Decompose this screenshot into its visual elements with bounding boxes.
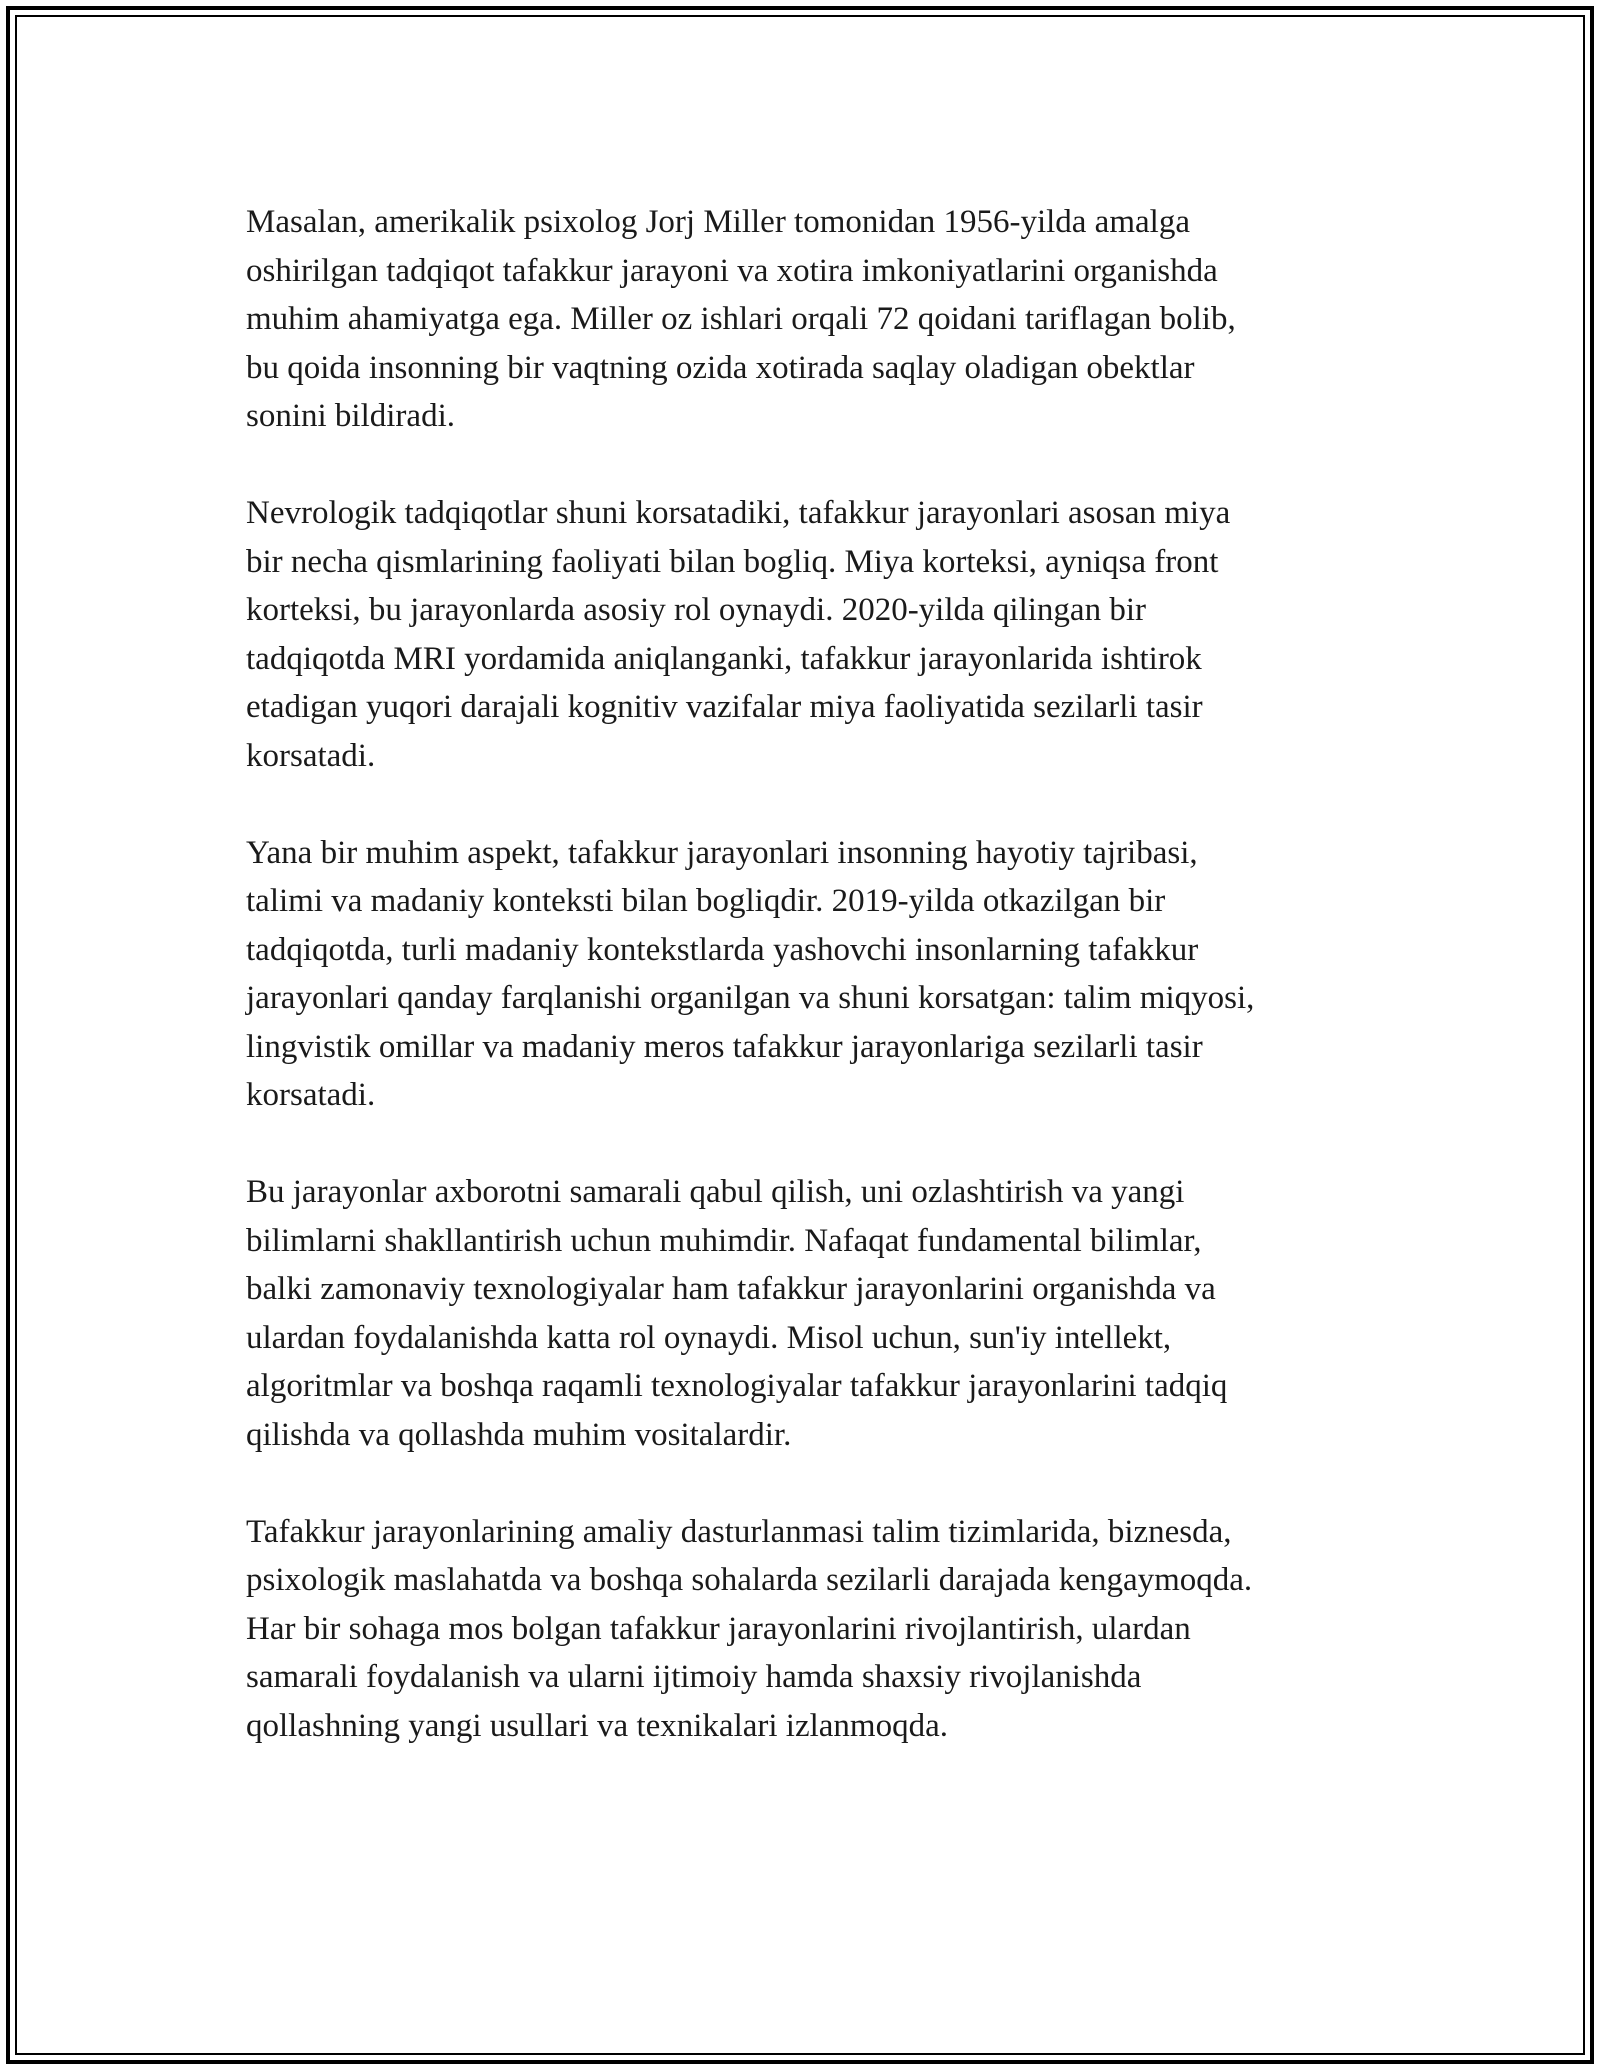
text-line: tadqiqotda MRI yordamida aniqlanganki, tafakkur jarayonlarida ishtirok xyxy=(246,640,1202,677)
text-line: etadigan yuqori darajali kognitiv vazifalar miya faoliyatida sezilarli tasir xyxy=(246,689,1203,725)
text-line: psixologik maslahatda va boshqa sohalarda sezilarli darajada kengaymoqda. xyxy=(246,1562,1253,1598)
text-line: qilishda va qollashda muhim vositalardir. xyxy=(246,1416,792,1453)
page-frame xyxy=(6,6,1594,2064)
text-line: korsatadi. xyxy=(246,1077,376,1113)
paragraph-technology xyxy=(246,1168,1396,1459)
text-line: jarayonlari qanday farqlanishi organilgan va shuni korsatgan: talim miqyosi, xyxy=(246,980,1255,1016)
text-line: oshirilgan tadqiqot tafakkur jarayoni va xotira imkoniyatlarini organishda xyxy=(246,252,1218,289)
text-line: Har bir sohaga mos bolgan tafakkur jarayonlarini rivojlantirish, ulardan xyxy=(246,1610,1191,1647)
text-line: Nevrologik tadqiqotlar shuni korsatadiki, tafakkur jarayonlari asosan miya xyxy=(246,495,1231,531)
paragraph-miller-study xyxy=(246,198,1396,441)
text-line: tadqiqotda, turli madaniy kontekstlarda yashovchi insonlarning tafakkur xyxy=(246,931,1199,968)
text-line: sonini bildiradi. xyxy=(246,398,455,434)
text-line: talimi va madaniy konteksti bilan bogliqdir. 2019-yilda otkazilgan bir xyxy=(246,883,1166,919)
text-line: muhim ahamiyatga ega. Miller oz ishlari orqali 72 qoidani tariflagan bolib, xyxy=(246,301,1236,337)
paragraph-practical-application xyxy=(246,1508,1396,1751)
text-line: bir necha qismlarining faoliyati bilan bogliq. Miya korteksi, ayniqsa front xyxy=(246,543,1219,580)
text-line: lingvistik omillar va madaniy meros tafakkur jarayonlariga sezilarli tasir xyxy=(246,1028,1203,1065)
text-line: Masalan, amerikalik psixolog Jorj Miller tomonidan 1956-yilda amalga xyxy=(246,204,1190,240)
text-line: samarali foydalanish va ularni ijtimoiy hamda shaxsiy rivojlanishda xyxy=(246,1659,1142,1695)
paragraph-neurology xyxy=(246,489,1396,780)
paragraph-cultural-context xyxy=(246,829,1396,1120)
text-line: Bu jarayonlar axborotni samarali qabul qilish, uni ozlashtirish va yangi xyxy=(246,1174,1185,1210)
text-line: qollashning yangi usullari va texnikalari izlanmoqda. xyxy=(246,1707,948,1744)
text-line: bu qoida insonning bir vaqtning ozida xotirada saqlay oladigan obektlar xyxy=(246,349,1195,386)
text-line: balki zamonaviy texnologiyalar ham tafakkur jarayonlarini organishda va xyxy=(246,1271,1216,1307)
text-line: ulardan foydalanishda katta rol oynaydi. Misol uchun, sun'iy intellekt, xyxy=(246,1319,1172,1356)
document-body xyxy=(246,198,1396,1799)
text-line: korsatadi. xyxy=(246,737,376,774)
text-line: Tafakkur jarayonlarining amaliy dasturlanmasi talim tizimlarida, biznesda, xyxy=(246,1513,1232,1550)
text-line: Yana bir muhim aspekt, tafakkur jarayonlari insonning hayotiy tajribasi, xyxy=(246,834,1198,871)
text-line: algoritmlar va boshqa raqamli texnologiyalar tafakkur jarayonlarini tadqiq xyxy=(246,1368,1228,1404)
text-line: korteksi, bu jarayonlarda asosiy rol oynaydi. 2020-yilda qilingan bir xyxy=(246,592,1146,628)
text-line: bilimlarni shakllantirish uchun muhimdir. Nafaqat fundamental bilimlar, xyxy=(246,1222,1202,1259)
